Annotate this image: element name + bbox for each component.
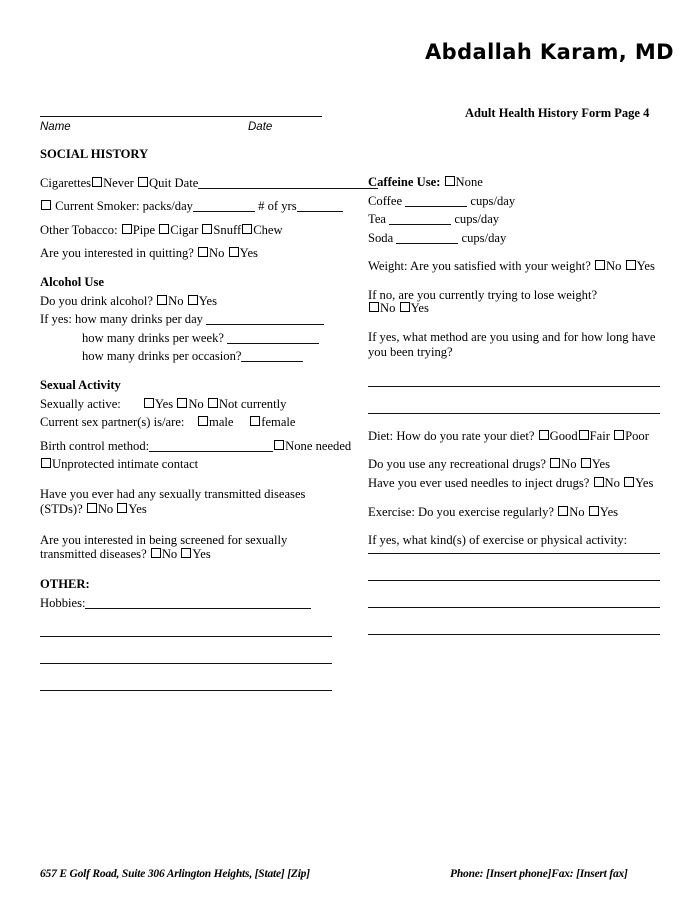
footer-contact: Phone: [Insert phone]Fax: [Insert fax] [450, 868, 628, 880]
checkbox-chew[interactable] [242, 224, 252, 234]
checkbox-lose-weight-no[interactable] [369, 302, 379, 312]
lose-weight-options-row [368, 302, 660, 315]
name-label: Name [40, 121, 71, 133]
alcohol-question: Do you drink alcohol? [40, 293, 153, 308]
lose-weight-yes-label: Yes [410, 300, 429, 315]
current-smoker-row [40, 200, 332, 213]
checkbox-sexually-active-no[interactable] [177, 398, 187, 408]
checkbox-weight-yes[interactable] [626, 260, 636, 270]
quit-date-label: Quit Date [148, 175, 199, 190]
tea-label: Tea [368, 212, 386, 227]
name-date-rule [40, 116, 322, 117]
quitting-question: Are you interested in quitting? [40, 246, 194, 261]
quitting-row [40, 247, 332, 260]
soda-row [368, 232, 660, 245]
checkbox-needles-no[interactable] [594, 477, 604, 487]
alcohol-per-day-input[interactable] [206, 324, 324, 325]
cigarettes-row [40, 177, 332, 190]
form-subtitle: Adult Health History Form Page 4 [465, 106, 650, 120]
checkbox-std-screen-yes[interactable] [181, 548, 191, 558]
std-no-label: No [97, 501, 114, 516]
checkbox-diet-poor[interactable] [614, 430, 624, 440]
checkbox-caffeine-none[interactable] [445, 176, 455, 186]
partners-label: Current sex partner(s) is/are: [40, 415, 185, 430]
alcohol-per-occasion-label: how many drinks per occasion? [82, 349, 242, 364]
left-column [40, 147, 352, 691]
alcohol-use-heading: Alcohol Use [40, 274, 105, 289]
cigarettes-label: Cigarettes [40, 175, 92, 190]
checkbox-recreational-drugs-yes[interactable] [581, 458, 591, 468]
checkbox-exercise-yes[interactable] [589, 506, 599, 516]
diet-fair-label: Fair [589, 428, 610, 443]
social-history-heading: SOCIAL HISTORY [40, 147, 149, 161]
checkbox-diet-fair[interactable] [579, 430, 589, 440]
std-question-row [40, 487, 332, 517]
hobbies-input[interactable] [85, 608, 311, 609]
exercise-blank-line-4[interactable] [368, 634, 660, 635]
needles-no-label: No [604, 476, 620, 491]
recreational-drugs-question: Do you use any recreational drugs? [368, 457, 546, 472]
method-question-row [368, 330, 660, 360]
alcohol-per-day-row [40, 313, 332, 326]
other-heading: OTHER: [40, 577, 90, 592]
checkbox-alcohol-no[interactable] [157, 295, 167, 305]
coffee-row [368, 195, 660, 208]
caffeine-none-label: None [455, 175, 483, 189]
caffeine-heading: Caffeine Use: [368, 175, 441, 189]
needles-yes-label: Yes [635, 476, 654, 491]
unprotected-contact-label: Unprotected intimate contact [52, 457, 199, 472]
right-column [368, 176, 660, 635]
cigar-label: Cigar [170, 222, 199, 237]
diet-poor-label: Poor [625, 428, 649, 443]
other-tobacco-row [40, 224, 332, 237]
lose-weight-question: If no, are you currently trying to lose weight? [368, 287, 598, 302]
weight-question-row [368, 260, 660, 273]
page-title: Abdallah Karam, MD [425, 40, 674, 64]
birth-control-row [40, 438, 352, 453]
checkbox-alcohol-yes[interactable] [188, 295, 198, 305]
weight-question: Weight: Are you satisfied with your weight? [368, 259, 591, 274]
caffeine-row [368, 176, 660, 189]
quitting-no-label: No [209, 246, 225, 261]
diet-good-label: Good [549, 428, 578, 443]
chew-label: Chew [253, 222, 283, 237]
checkbox-cigar[interactable] [159, 224, 169, 234]
date-label: Date [248, 121, 273, 133]
hobbies-label: Hobbies: [40, 595, 86, 610]
checkbox-std-yes[interactable] [117, 503, 127, 513]
pipe-label: Pipe [132, 222, 156, 237]
none-needed-label: None needed [285, 438, 352, 453]
checkbox-not-currently[interactable] [208, 398, 218, 408]
soda-input[interactable] [396, 243, 458, 244]
checkbox-exercise-no[interactable] [558, 506, 568, 516]
needles-row [368, 477, 660, 490]
not-currently-label: Not currently [218, 396, 287, 411]
sexually-active-no-label: No [188, 396, 204, 411]
sexual-activity-heading: Sexual Activity [40, 377, 121, 392]
alcohol-per-week-label: how many drinks per week? [82, 330, 224, 345]
checkbox-partner-female[interactable] [250, 416, 260, 426]
diet-question: Diet: How do you rate your diet? [368, 428, 535, 443]
birth-control-input[interactable] [149, 451, 273, 452]
sexually-active-yes-label: Yes [154, 396, 174, 411]
current-smoker-label: Current Smoker: packs/day [55, 199, 193, 214]
alcohol-per-occasion-input[interactable] [241, 361, 303, 362]
recreational-drugs-no-label: No [561, 457, 577, 472]
soda-unit: cups/day [461, 230, 507, 245]
checkbox-weight-no[interactable] [595, 260, 605, 270]
quitting-yes-label: Yes [239, 246, 258, 261]
checkbox-unprotected-contact[interactable] [41, 458, 51, 468]
checkbox-std-screen-no[interactable] [151, 548, 161, 558]
sexually-active-row [40, 398, 332, 411]
std-question: Have you ever had any sexually transmitted diseases (STDs)? [40, 486, 306, 516]
num-of-yrs-label: # of yrs [258, 199, 297, 214]
std-screen-question-row [40, 533, 332, 563]
packs-per-day-input[interactable] [193, 211, 255, 212]
footer-address: 657 E Golf Road, Suite 306 Arlington Heights, [State] [Zip] [40, 868, 310, 880]
lose-weight-no-label: No [380, 300, 396, 315]
checkbox-needles-yes[interactable] [624, 477, 634, 487]
cigarettes-never-label: Never [103, 175, 134, 190]
checkbox-std-no[interactable] [87, 503, 97, 513]
unprotected-contact-row [40, 458, 332, 471]
exercise-no-label: No [569, 504, 585, 519]
coffee-unit: cups/day [470, 193, 516, 208]
alcohol-yes-label: Yes [198, 293, 218, 308]
checkbox-quitting-no[interactable] [198, 247, 208, 257]
sexually-active-label: Sexually active: [40, 396, 121, 411]
tea-unit: cups/day [454, 212, 500, 227]
std-screen-yes-label: Yes [192, 547, 211, 562]
exercise-yes-label: Yes [599, 504, 619, 519]
checkbox-sexually-active-yes[interactable] [144, 398, 154, 408]
checkbox-current-smoker[interactable] [41, 200, 51, 210]
tea-input[interactable] [389, 224, 451, 225]
tea-row [368, 213, 660, 226]
exercise-kind-question: If yes, what kind(s) of exercise or physical activity: [368, 533, 628, 548]
alcohol-per-week-input[interactable] [227, 343, 319, 344]
exercise-question: Exercise: Do you exercise regularly? [368, 504, 555, 519]
checkbox-quitting-yes[interactable] [229, 247, 239, 257]
checkbox-recreational-drugs-no[interactable] [550, 458, 560, 468]
std-screen-no-label: No [161, 547, 178, 562]
recreational-drugs-row [368, 458, 660, 471]
recreational-drugs-yes-label: Yes [591, 457, 611, 472]
coffee-label: Coffee [368, 193, 403, 208]
std-yes-label: Yes [128, 501, 147, 516]
checkbox-cigarettes-never[interactable] [92, 177, 102, 187]
alcohol-no-label: No [168, 293, 184, 308]
partner-female-label: female [261, 415, 296, 430]
exercise-row [368, 506, 660, 519]
alcohol-per-occasion-row [40, 350, 332, 363]
birth-control-label: Birth control method: [40, 438, 150, 453]
weight-yes-label: Yes [636, 259, 655, 274]
left-blank-line-3[interactable] [40, 690, 332, 691]
snuff-label: Snuff [213, 222, 242, 237]
needles-question: Have you ever used needles to inject drugs? [368, 476, 590, 491]
checkbox-diet-good[interactable] [539, 430, 549, 440]
other-tobacco-label: Other Tobacco: [40, 222, 118, 237]
checkbox-pipe[interactable] [122, 224, 132, 234]
hobbies-row [40, 597, 332, 610]
checkbox-snuff[interactable] [202, 224, 212, 234]
diet-question-row [368, 430, 660, 443]
checkbox-lose-weight-yes[interactable] [400, 302, 410, 312]
soda-label: Soda [368, 230, 394, 245]
checkbox-none-needed[interactable] [274, 440, 284, 450]
num-of-yrs-input[interactable] [297, 211, 343, 212]
alcohol-question-row [40, 295, 332, 308]
checkbox-quit-date[interactable] [138, 177, 148, 187]
method-question: If yes, what method are you using and for how long have you been trying? [368, 330, 656, 360]
alcohol-per-day-label: If yes: how many drinks per day [40, 312, 203, 327]
quit-date-input[interactable] [198, 188, 378, 189]
std-screen-question: Are you interested in being screened for sexually transmitted diseases? [40, 532, 288, 562]
partners-row [40, 416, 332, 429]
partner-male-label: male [209, 415, 234, 430]
exercise-kind-row [368, 534, 660, 547]
weight-no-label: No [606, 259, 622, 274]
coffee-input[interactable] [405, 206, 467, 207]
checkbox-partner-male[interactable] [198, 416, 208, 426]
alcohol-per-week-row [40, 332, 332, 345]
